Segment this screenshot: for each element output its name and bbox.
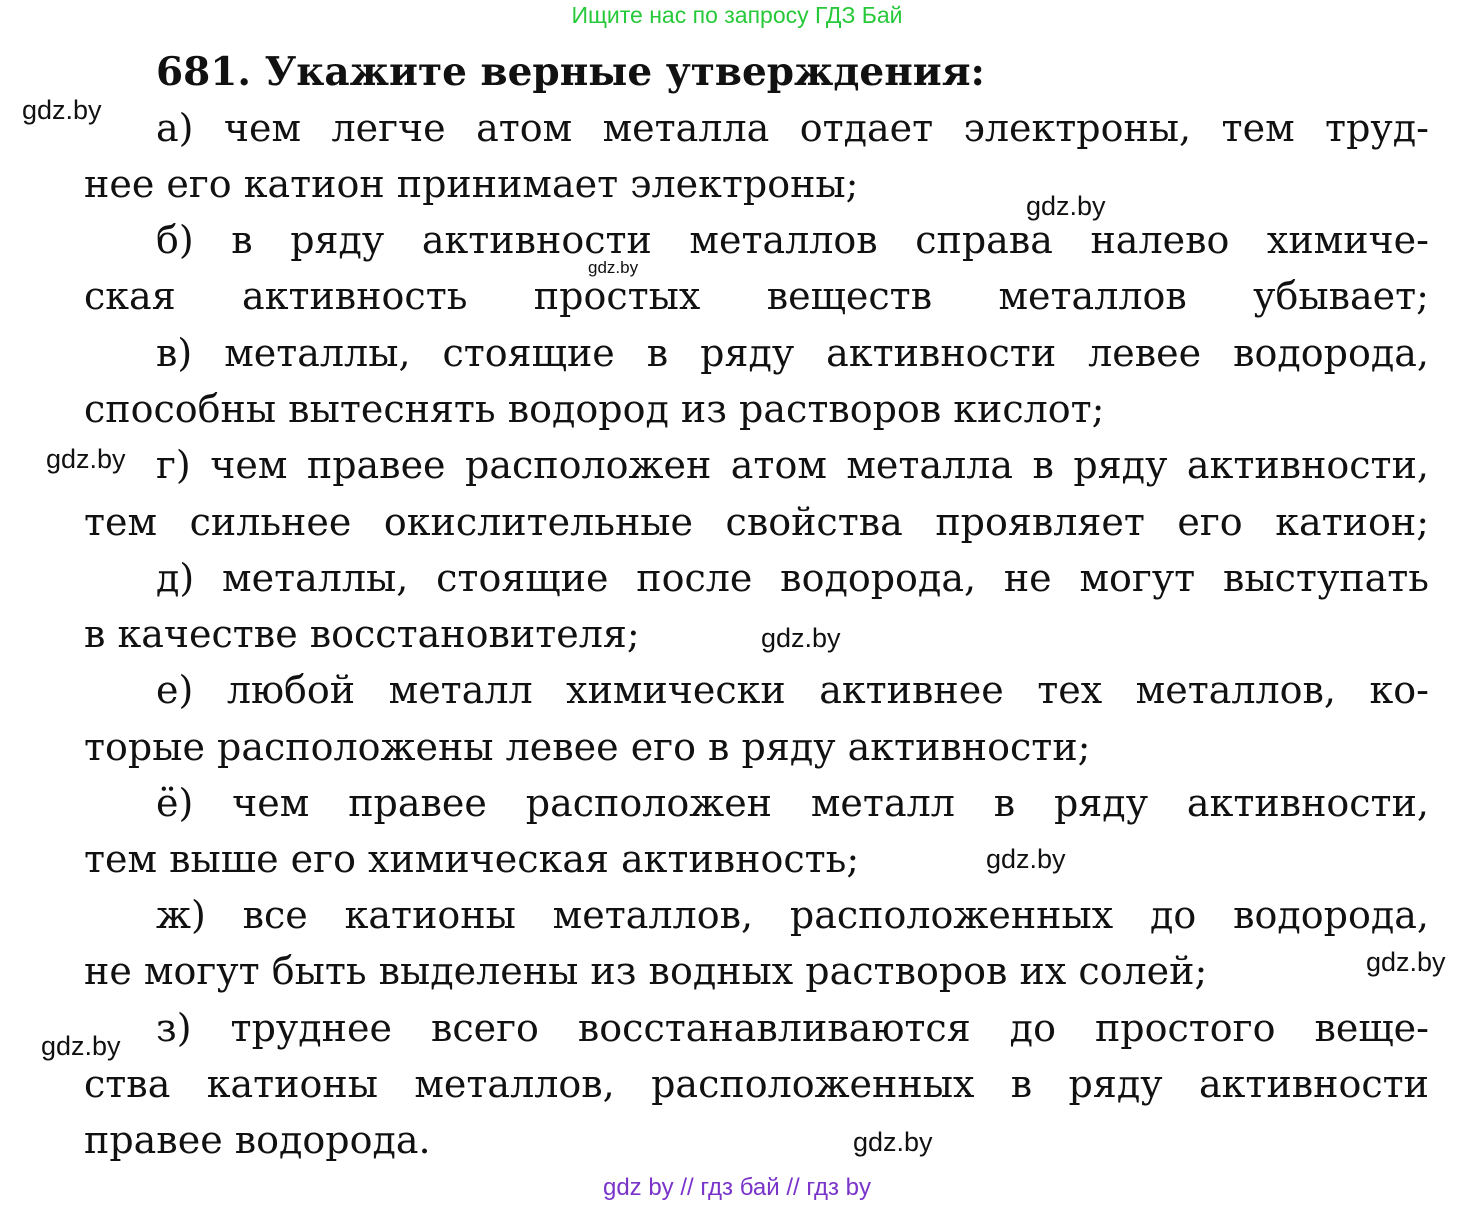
statement-yo-line-1: ё) чем правее расположен металл в ряду активности,	[156, 781, 1429, 825]
statement-g-line-1: г) чем правее расположен атом металла в ряду активности,	[156, 443, 1429, 487]
watermark: gdz.by	[22, 95, 102, 125]
statement-b-line-1: б) в ряду активности металлов справа налево химиче-	[156, 218, 1429, 262]
statement-g-line-2: тем сильнее окислительные свойства проявляет его катион;	[84, 500, 1429, 544]
task-title: Укажите верные утверждения:	[264, 49, 985, 95]
task-number: 681.	[156, 49, 251, 95]
statement-yo-line-2: тем выше его химическая активность;	[84, 837, 860, 881]
top-banner-link[interactable]: Ищите нас по запросу ГДЗ Бай	[571, 2, 903, 28]
watermark: gdz.by	[1366, 947, 1446, 977]
watermark: gdz.by	[761, 623, 841, 653]
watermark: gdz.by	[41, 1031, 121, 1061]
watermark: gdz.by	[46, 444, 126, 474]
watermark: gdz.by	[986, 844, 1066, 874]
statement-z-line-1: з) труднее всего восстанавливаются до простого веще-	[156, 1006, 1429, 1050]
statement-e-line-1: е) любой металл химически активнее тех металлов, ко-	[156, 668, 1429, 712]
watermark: gdz.by	[853, 1127, 933, 1157]
statement-z-line-2: ства катионы металлов, расположенных в ряду активности	[84, 1062, 1429, 1106]
statement-b-line-2: ская активность простых веществ металлов убывает;	[84, 274, 1429, 318]
statement-e-line-2: торые расположены левее его в ряду активности;	[84, 725, 1091, 769]
task-heading	[156, 48, 1429, 96]
statement-v-line-1: в) металлы, стоящие в ряду активности левее водорода,	[156, 331, 1429, 375]
statement-zh-line-2: не могут быть выделены из водных растворов их солей;	[84, 949, 1208, 993]
statement-d-line-1: д) металлы, стоящие после водорода, не могут выступать	[156, 556, 1429, 600]
statement-zh-line-1: ж) все катионы металлов, расположенных до водорода,	[156, 893, 1429, 937]
statement-a-line-1: а) чем легче атом металла отдает электроны, тем труд-	[156, 106, 1429, 150]
statement-z-line-3: правее водорода.	[84, 1118, 431, 1162]
watermark: gdz.by	[588, 258, 639, 277]
statement-a-line-2: нее его катион принимает электроны;	[84, 162, 859, 206]
footer-links[interactable]: gdz by // гдз бай // гдз by	[602, 1174, 872, 1201]
statement-v-line-2: способны вытеснять водород из растворов кислот;	[84, 387, 1105, 431]
watermark: gdz.by	[1026, 191, 1106, 221]
statement-d-line-2: в качестве восстановителя;	[84, 612, 640, 656]
